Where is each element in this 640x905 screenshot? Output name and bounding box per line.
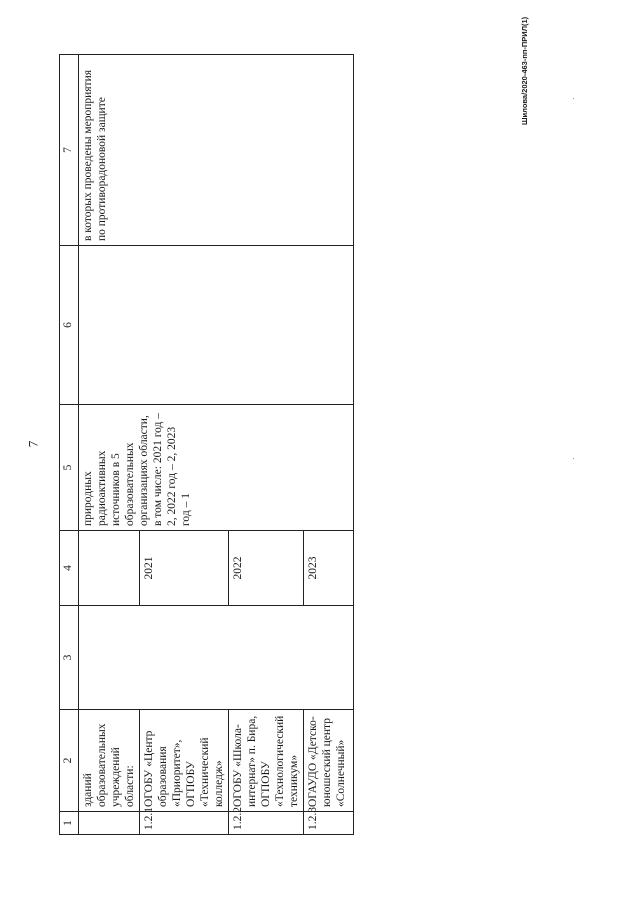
measure-name: ОГАУДО «Детско-юношеский центр «Солнечный» bbox=[304, 710, 354, 812]
col-header-3: 3 bbox=[60, 606, 79, 710]
measure-name: ОГОБУ «Центр образования «Приоритет», ОГПОБУ «Технический колледж» bbox=[140, 710, 229, 812]
document-code: Шилова/2020-463-пп-ПРИЛ(1) bbox=[520, 16, 529, 125]
table-row bbox=[79, 55, 140, 835]
scan-speck bbox=[573, 98, 574, 99]
year-cell: 2023 bbox=[304, 531, 354, 606]
year-cell: 2022 bbox=[229, 531, 304, 606]
rotated-table-sheet bbox=[59, 55, 348, 835]
row-number bbox=[79, 812, 140, 835]
scan-speck bbox=[573, 458, 574, 459]
row-number: 1.2.2 bbox=[229, 812, 304, 835]
page-number: 7 bbox=[25, 440, 41, 448]
row-number: 1.2.1 bbox=[140, 812, 229, 835]
row-number: 1.2.3 bbox=[304, 812, 354, 835]
measure-name: ОГОБУ «Школа-интернат» п. Бира, ОГПОБУ «Технологический техникум» bbox=[229, 710, 304, 812]
col-header-7: 7 bbox=[60, 55, 79, 246]
measures-table bbox=[59, 54, 354, 835]
measure-name: зданий образовательных учреждений области: bbox=[79, 710, 140, 812]
col-header-4: 4 bbox=[60, 531, 79, 606]
col-header-6: 6 bbox=[60, 246, 79, 405]
year-cell: 2021 bbox=[140, 531, 229, 606]
value-cell bbox=[79, 246, 354, 405]
result-cell: в которых проведены мероприятия по противорадоновой защите bbox=[79, 55, 354, 246]
col-header-1: 1 bbox=[60, 812, 79, 835]
year-cell bbox=[79, 531, 140, 606]
col-header-2: 2 bbox=[60, 710, 79, 812]
header-row bbox=[60, 55, 79, 835]
executor-cell bbox=[79, 606, 354, 710]
col-header-5: 5 bbox=[60, 405, 79, 531]
indicator-cell: природных радиоактивных источников в 5 образовательных организациях области, в том числе: 2021 год – 2, 2022 год – 2, 2023 год – 1 bbox=[79, 405, 354, 531]
